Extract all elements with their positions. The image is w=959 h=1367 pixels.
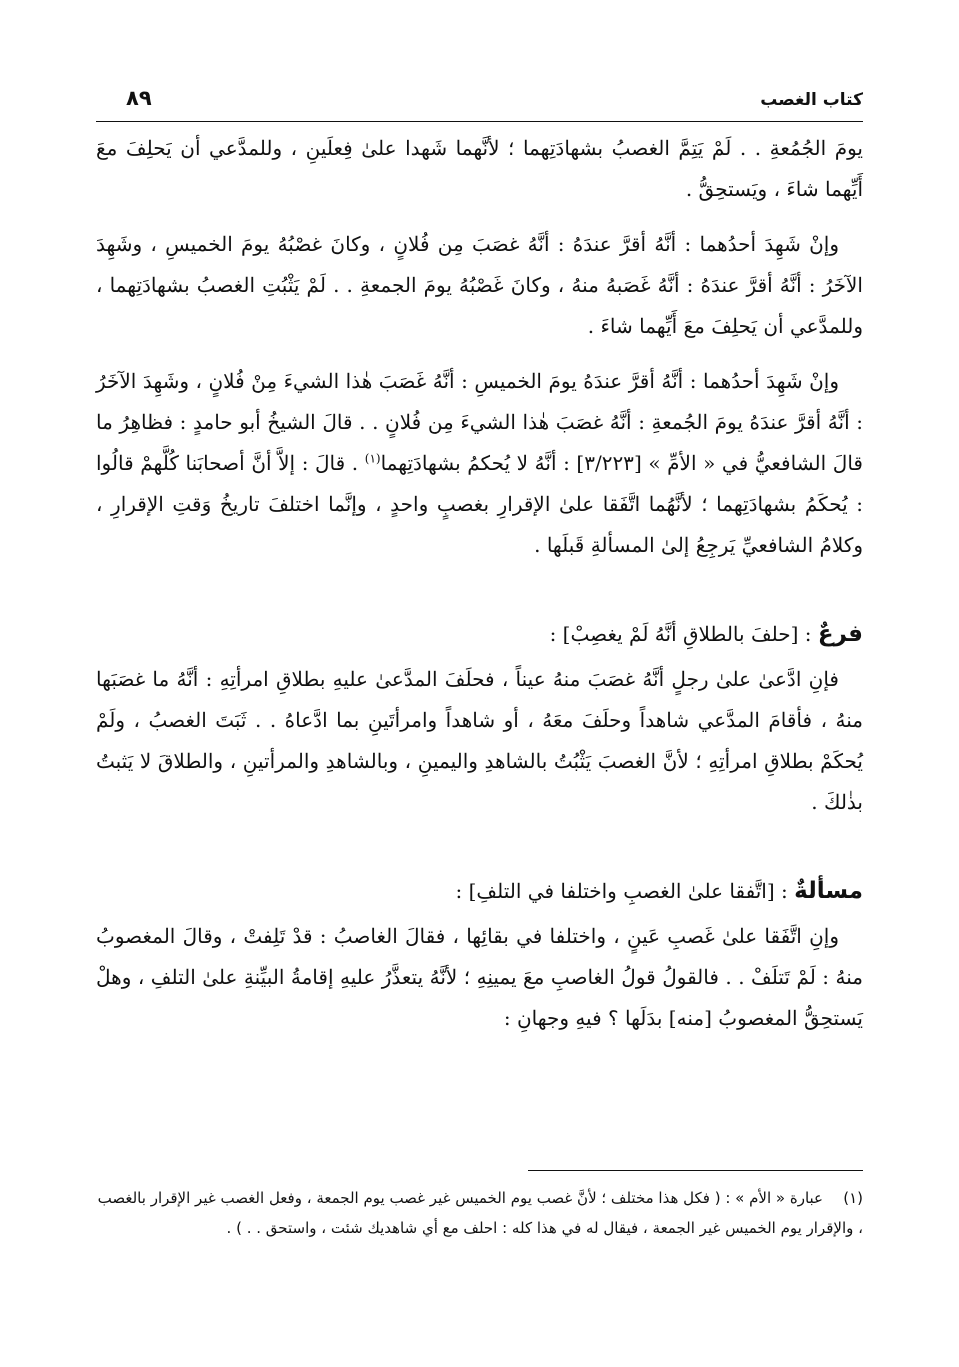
heading-title: : [حلفَ بالطلاقِ أنَّهُ لَمْ يغصِبْ] : bbox=[549, 622, 818, 646]
paragraph-text: وإنْ شَهِدَ أحدُهما : أنَّهُ أقرَّ عندَهُ يومَ الخميسِ : أنَّهُ غَصَبَ هٰذا الشيءَ مِنْ فُلانٍ ، وشَهِدَ الآخَرُ : أنَّهُ أقرَّ عندَهُ يومَ الجُمعةِ : أنَّهُ غصَبَ هٰذا الشيءَ مِن فُلانٍ . . قالَ الشيخُ أبو حامدٍ : فظاهِرُ ما قالَ الشافعيُّ في « الأمِّ » [٣/٢٢٣] : أنَّهُ لا يُحكمُ بشهادَتِهما bbox=[96, 369, 863, 475]
heading-keyword: مسألةٌ bbox=[794, 878, 863, 904]
section-heading-masala bbox=[96, 871, 863, 912]
paragraph: وإنْ شَهِدَ أحدُهما : أنَّهُ أقرَّ عندَهُ : أنَّهُ غصَبَ مِن فُلانٍ ، وكانَ غصْبُهُ يومَ الخميسِ ، وشَهِدَ الآخَرُ : أنَّهُ أقرَّ عندَهُ : أنَّهُ غَصَبهُ منهُ ، وكانَ غَصْبُهُ يومَ الجمعةِ . . لَمْ يَثْبُتِ الغصبُ بشهادَتِهما ، وللمدَّعي أن يَحلِفَ معَ أَيِّهما شاءَ . bbox=[96, 232, 863, 338]
footnote-number: (١) bbox=[843, 1189, 863, 1207]
paragraph-text: . قالَ : إلاَّ أنَّ أصحابَنا كُلَّهمْ قالُوا : يُحكَمُ بشهادَتِهما ؛ لأنَّهُما اتَّفَقا علىٰ الإقرارِ بغصبٍ واحدٍ ، وإنَّما اختلفَ تاريخُ وَقتِ الإقرارِ ، وكلامُ الشافعيِّ يَرجِعُ إلىٰ المسألةِ قَبلَها . bbox=[96, 451, 863, 557]
header-rule bbox=[96, 121, 863, 122]
heading-title: : [اتَّفقا علىٰ الغصبِ واختلفا في التلفِ] : bbox=[455, 879, 795, 903]
footnote-reference[interactable]: (١) bbox=[364, 451, 381, 466]
footnote-text: عبارة « الأم » : ( فكل هذا مختلف ؛ لأنَّ غصب يوم الخميس غير غصب يوم الجمعة ، وفعل الغصب غير الإقرار بالغصب ، والإقرار يوم الخميس غير الجمعة ، فيقال له في هذا كله : احلف مع أي شاهديك شئت ، واستحق . . ) . bbox=[97, 1189, 863, 1237]
section-heading-far bbox=[96, 614, 863, 655]
paragraph: فإنِ ادَّعىٰ علىٰ رجلٍ أنَّهُ غصَبَ منهُ عيناً ، فحلَفَ المدَّعىٰ عليهِ بطلاقِ امرأتِهِ : أنَّهُ ما غصَبَها منهُ ، فأقامَ المدَّعي شاهداً وحلَفَ معَهُ ، أو شاهداً وامرأتَينِ بما ادَّعاهُ . . ثَبَتَ الغصبُ ، ولَمْ يُحكَمْ بطلاقِ امرأتِهِ ؛ لأنَّ الغصبَ يَثْبُتُ بالشاهدِ واليمينِ ، وبالشاهدِ والمرأتينِ ، والطلاقَ لا يَثبتُ بذٰلكَ . bbox=[96, 667, 863, 814]
page-header bbox=[96, 86, 863, 116]
footnote bbox=[96, 1183, 863, 1243]
paragraph: يومَ الجُمُعةِ . . لَمْ يَتِمَّ الغصبُ بشهادَتِهما ؛ لأنَّهما شَهدا علىٰ فِعلَينِ ، وللمدَّعي أن يَحلِفَ معَ أَيِّهما شاءَ ، ويَستحِقُّ . bbox=[96, 136, 863, 201]
paragraph-with-footnote bbox=[96, 361, 863, 566]
page-number: ٨٩ bbox=[126, 86, 152, 110]
paragraph: وإنِ اتَّفَقا علىٰ غَصبِ عَينٍ ، واختلفا في بقائِها ، فقالَ الغاصبُ : قدْ تَلِفتْ ، وقالَ المغصوبُ منهُ : لَمْ تَتلَفْ . . فالقولُ قولُ الغاصبِ معَ يمينِهِ ؛ لأنَّهُ يتعذَّرُ عليهِ إقامةُ البيِّنةِ علىٰ التلفِ ، وهلْ يَستحِقُّ المغصوبُ [منه] بدَلَها ؟ فيهِ وجهانِ : bbox=[96, 924, 863, 1030]
heading-keyword: فرعٌ bbox=[817, 621, 863, 647]
footnote-rule bbox=[528, 1170, 863, 1171]
main-text bbox=[96, 128, 863, 1053]
book-title: كتاب الغصب bbox=[760, 90, 863, 110]
